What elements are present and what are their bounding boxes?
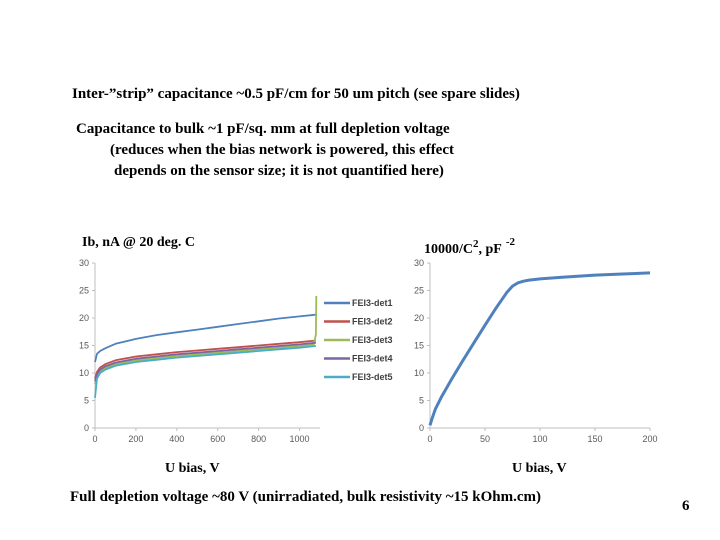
x-tick-label: 400: [169, 434, 185, 444]
y-tick-label: 10: [78, 368, 89, 378]
x-tick-label: 50: [479, 434, 491, 444]
x-tick-label: 0: [92, 434, 98, 444]
capacitance-note-bulk: Capacitance to bulk ~1 pF/sq. mm at full depletion voltage: [76, 121, 450, 137]
x-tick-label: 0: [427, 434, 433, 444]
x-tick-label: 600: [210, 434, 226, 444]
x-tick-label: 1000: [289, 434, 310, 444]
y-tick-label: 30: [413, 258, 424, 268]
y-tick-label: 20: [413, 313, 424, 323]
y-tick-label: 15: [413, 340, 424, 351]
y-tick-label: 20: [78, 313, 89, 323]
y-tick-label: 0: [418, 423, 424, 433]
y-tick-label: 0: [83, 423, 89, 433]
page-number: 6: [682, 498, 690, 514]
y-tick-label: 25: [78, 285, 89, 296]
y-tick-label: 15: [78, 340, 89, 351]
capacitance-plot: [398, 228, 688, 458]
leakage-current-chart: [62, 228, 414, 458]
y-tick-label: 10: [413, 368, 424, 378]
legend-label-fei3-det5: FEI3-det5: [352, 372, 393, 382]
y-tick-label: 5: [418, 395, 424, 406]
y-tick-label: 5: [83, 395, 89, 406]
capacitance-note-detail-1: (reduces when the bias network is powered, this effect: [110, 142, 454, 158]
series-line-0: [430, 273, 650, 425]
x-tick-label: 200: [128, 434, 144, 444]
right-chart-x-axis-label: U bias, V: [512, 461, 567, 476]
x-tick-label: 150: [587, 434, 603, 444]
x-tick-label: 200: [642, 434, 658, 444]
y-tick-label: 25: [413, 285, 424, 296]
x-tick-label: 800: [251, 434, 267, 444]
legend-label-fei3-det2: FEI3-det2: [352, 316, 393, 327]
legend-label-fei3-det1: FEI3-det1: [352, 298, 393, 308]
depletion-voltage-note: Full depletion voltage ~80 V (unirradiated, bulk resistivity ~15 kOhm.cm): [70, 489, 542, 505]
x-tick-label: 100: [532, 434, 548, 444]
leakage-current-plot: [62, 228, 414, 458]
capacitance-chart: [398, 228, 688, 458]
capacitance-note-detail-2: depends on the sensor size; it is not quantified here): [114, 163, 444, 179]
legend-label-fei3-det3: FEI3-det3: [352, 335, 393, 345]
left-chart-x-axis-label: U bias, V: [165, 461, 220, 476]
capacitance-note-strip: Inter-”strip” capacitance ~0.5 pF/cm for 50 um pitch (see spare slides): [72, 86, 520, 102]
y-tick-label: 30: [78, 258, 89, 268]
legend-label-fei3-det4: FEI3-det4: [352, 353, 393, 364]
left-chart-y-axis-label: Ib, nA @ 20 deg. C: [82, 235, 195, 250]
right-chart-y-axis-label: $10000/C^2$, pF $^{-2}$: [424, 236, 516, 257]
